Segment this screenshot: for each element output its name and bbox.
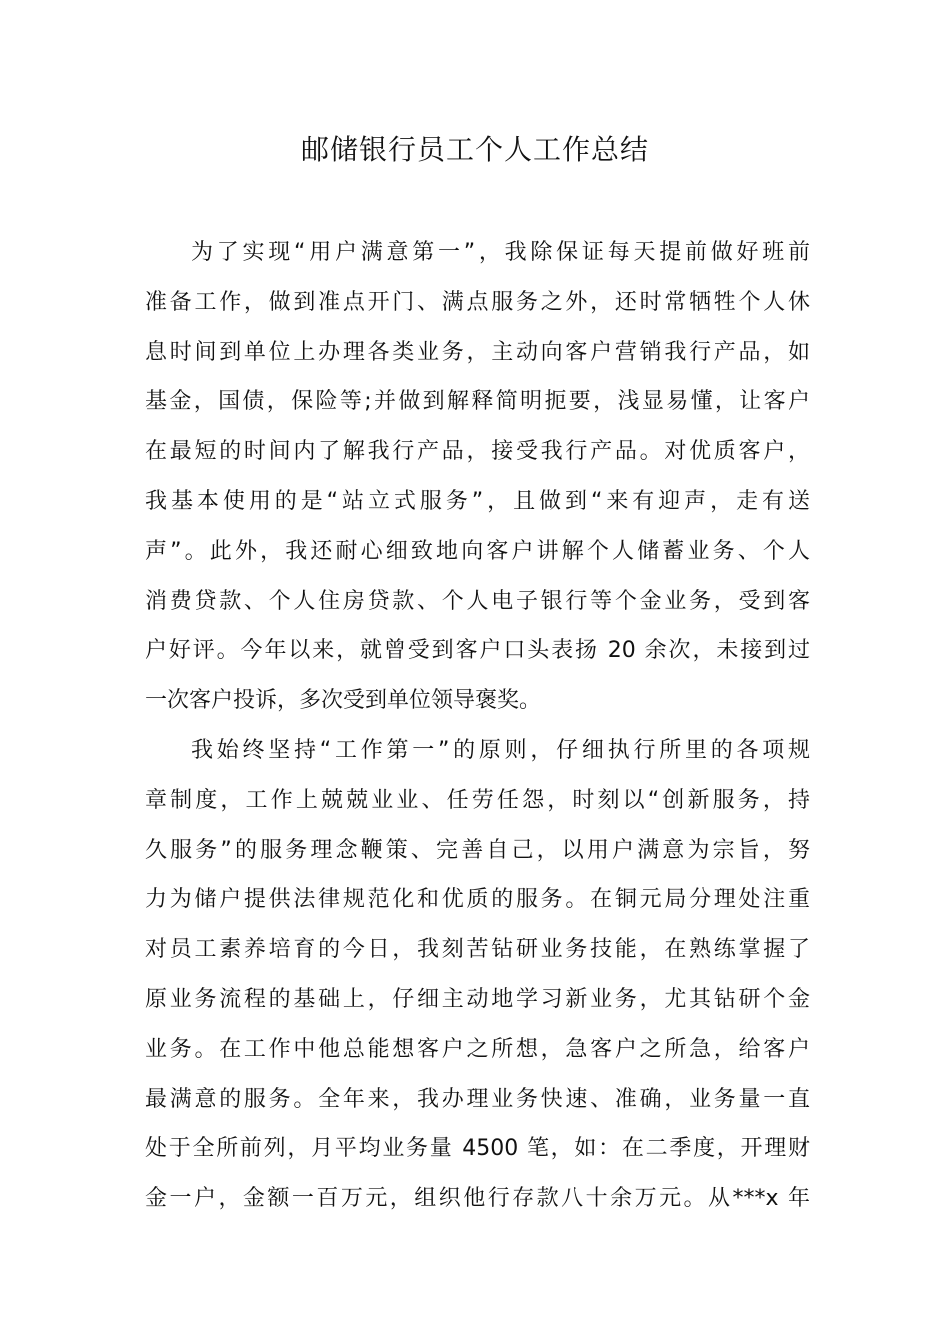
text-line: 在最短的时间内了解我行产品，接受我行产品。对优质客户， xyxy=(145,439,810,465)
text-line: 消费贷款、个人住房贷款、个人电子银行等个金业务，受到客 xyxy=(145,588,810,614)
text-line: 力为储户提供法律规范化和优质的服务。在铜元局分理处注重 xyxy=(145,887,810,913)
text-line: 对员工素养培育的今日，我刻苦钻研业务技能，在熟练掌握了 xyxy=(145,937,810,963)
text-line: 章制度，工作上兢兢业业、任劳任怨，时刻以“创新服务，持 xyxy=(145,787,810,813)
text-line: 金一户，金额一百万元，组织他行存款八十余万元。从***x 年 xyxy=(145,1186,810,1212)
text-line: 一次客户投诉，多次受到单位领导褒奖。 xyxy=(145,688,542,714)
document-title: 邮储银行员工个人工作总结 xyxy=(300,133,649,166)
text-line: 为了实现“用户满意第一”，我除保证每天提前做好班前 xyxy=(191,240,810,265)
paragraph-2 xyxy=(145,726,810,1224)
text-line: 我始终坚持“工作第一”的原则，仔细执行所里的各项规 xyxy=(191,737,810,763)
text-line: 最满意的服务。全年来，我办理业务快速、准确，业务量一直 xyxy=(145,1086,810,1112)
text-line: 久服务”的服务理念鞭策、完善自己，以用户满意为宗旨，努 xyxy=(145,837,810,863)
text-line: 基金，国债，保险等;并做到解释简明扼要，浅显易懂，让客户 xyxy=(145,389,810,415)
text-line: 业务。在工作中他总能想客户之所想，急客户之所急，给客户 xyxy=(145,1036,810,1062)
paragraph-1 xyxy=(145,228,810,726)
text-line: 原业务流程的基础上，仔细主动地学习新业务，尤其钻研个金 xyxy=(145,986,810,1012)
text-line: 息时间到单位上办理各类业务，主动向客户营销我行产品，如 xyxy=(145,339,810,365)
text-line: 准备工作，做到准点开门、满点服务之外，还时常牺牲个人休 xyxy=(145,289,810,315)
text-line: 声”。此外，我还耐心细致地向客户讲解个人储蓄业务、个人 xyxy=(145,538,810,564)
text-line: 处于全所前列，月平均业务量 4500 笔，如：在二季度，开理财 xyxy=(145,1136,810,1162)
text-line: 我基本使用的是“站立式服务”，且做到“来有迎声，走有送 xyxy=(145,488,810,514)
document-body xyxy=(145,228,810,1224)
text-line: 户好评。今年以来，就曾受到客户口头表扬 20 余次，未接到过 xyxy=(145,638,810,664)
